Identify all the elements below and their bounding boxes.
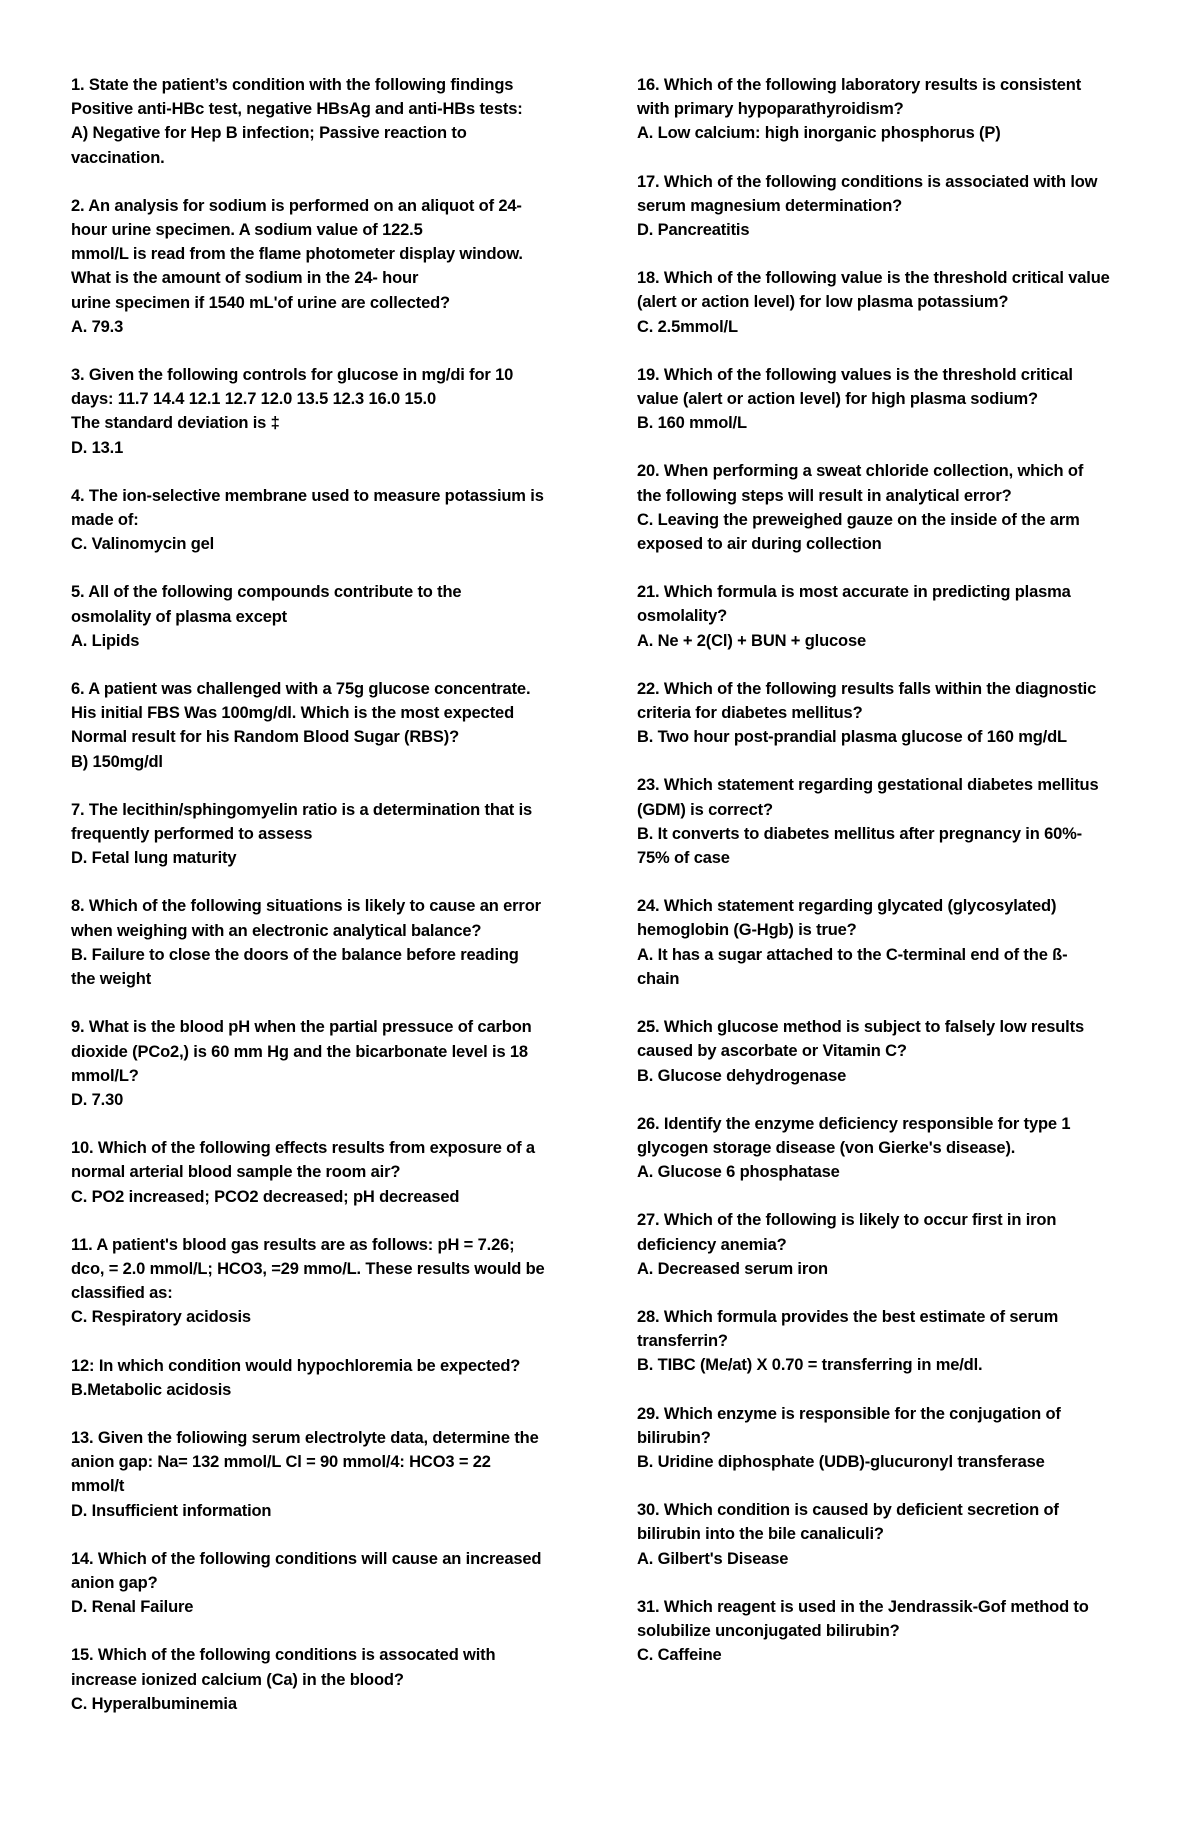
question-line: transferrin?	[637, 1332, 728, 1351]
question-line: 18. Which of the following value is the threshold critical value	[637, 269, 1110, 288]
question-line: 17. Which of the following conditions is associated with low	[637, 172, 1098, 191]
question-block	[637, 1305, 1127, 1378]
question-block	[71, 363, 561, 460]
question-block	[637, 266, 1127, 339]
question-block	[71, 1233, 561, 1330]
answer-line: B. TIBC (Me/at) X 0.70 = transferring in me/dl.	[637, 1356, 983, 1375]
question-block	[71, 894, 561, 991]
question-line: 14. Which of the following conditions will cause an increased	[71, 1549, 542, 1568]
question-block	[71, 73, 561, 170]
question-line: A) Negative for Hep B infection; Passive reaction to	[71, 124, 467, 143]
answer-line: D. Pancreatitis	[637, 221, 750, 240]
question-line: osmolality?	[637, 607, 728, 626]
question-line: 9. What is the blood pH when the partial pressuce of carbon	[71, 1018, 532, 1037]
question-line: 8. Which of the following situations is likely to cause an error	[71, 897, 541, 916]
question-line: 28. Which formula provides the best estimate of serum	[637, 1307, 1059, 1326]
question-block	[637, 1498, 1127, 1571]
question-block	[637, 73, 1127, 146]
answer-line: B. Glucose dehydrogenase	[637, 1066, 847, 1085]
question-block	[71, 798, 561, 871]
answer-line: 75% of case	[637, 849, 730, 868]
question-line: when weighing with an electronic analytical balance?	[71, 921, 482, 940]
question-line: mmol/L?	[71, 1066, 139, 1085]
answer-line: C. PO2 increased; PCO2 decreased; pH decreased	[71, 1187, 460, 1206]
question-line: mmol/L is read from the flame photometer display window.	[71, 245, 523, 264]
question-block	[637, 170, 1127, 243]
question-block	[637, 894, 1127, 991]
question-line: C. Leaving the preweighed gauze on the inside of the arm	[637, 510, 1080, 529]
answer-line: A. Gilbert's Disease	[637, 1549, 789, 1568]
answer-line: the weight	[71, 970, 152, 989]
answer-line: B. 160 mmol/L	[637, 414, 747, 433]
answer-line: C. 2.5mmol/L	[637, 317, 738, 336]
question-line: with primary hypoparathyroidism?	[637, 100, 904, 119]
question-block	[71, 580, 561, 653]
question-block	[71, 484, 561, 557]
answer-line: chain	[637, 969, 680, 988]
question-block	[637, 773, 1127, 870]
question-block	[637, 1015, 1127, 1088]
question-line: caused by ascorbate or Vitamin C?	[637, 1042, 907, 1061]
answer-line: A. Ne + 2(Cl) + BUN + glucose	[637, 631, 867, 650]
question-line: 24. Which statement regarding glycated (glycosylated)	[637, 897, 1057, 916]
question-block	[71, 194, 561, 339]
question-block	[71, 1354, 561, 1402]
question-line: increase ionized calcium (Ca) in the blood?	[71, 1670, 404, 1689]
question-line: B. It converts to diabetes mellitus after pregnancy in 60%-	[637, 824, 1083, 843]
question-line: 4. The ion-selective membrane used to measure potassium is	[71, 486, 544, 505]
answer-line: D. Renal Failure	[71, 1598, 194, 1617]
question-line: bilirubin?	[637, 1428, 711, 1447]
answer-line: A. Decreased serum iron	[637, 1259, 828, 1278]
question-block	[637, 363, 1127, 436]
question-line: What is the amount of sodium in the 24- hour	[71, 269, 419, 288]
question-line: 13. Given the foliowing serum electrolyte data, determine the	[71, 1428, 539, 1447]
question-line: 3. Given the following controls for glucose in mg/di for 10	[71, 366, 514, 385]
question-line: 21. Which formula is most accurate in predicting plasma	[637, 583, 1071, 602]
answer-line: C. Caffeine	[637, 1646, 722, 1665]
question-line: classified as:	[71, 1284, 173, 1303]
question-block	[637, 1402, 1127, 1475]
answer-line: D. Fetal lung maturity	[71, 849, 237, 868]
question-line: dco, = 2.0 mmol/L; HCO3, =29 mmo/L. These results would be	[71, 1259, 545, 1278]
answer-line: A. 79.3	[71, 317, 124, 336]
question-line: 1. State the patient’s condition with the following findings	[71, 76, 514, 94]
answer-line: C. Valinomycin gel	[71, 535, 215, 554]
question-block	[637, 459, 1127, 556]
question-block	[637, 677, 1127, 750]
answer-line: A. Glucose 6 phosphatase	[637, 1163, 840, 1182]
question-line: 23. Which statement regarding gestational diabetes mellitus	[637, 776, 1099, 795]
question-line: solubilize unconjugated bilirubin?	[637, 1621, 900, 1640]
question-line: 6. A patient was challenged with a 75g glucose concentrate.	[71, 680, 531, 699]
question-line: frequently performed to assess	[71, 825, 313, 844]
question-line: hour urine specimen. A sodium value of 122.5	[71, 221, 423, 240]
question-line: anion gap?	[71, 1573, 158, 1592]
question-block	[71, 1643, 561, 1716]
question-line: made of:	[71, 511, 139, 530]
question-line: 10. Which of the following effects results from exposure of a	[71, 1139, 535, 1158]
question-line: 19. Which of the following values is the threshold critical	[637, 365, 1073, 384]
right-question-column	[637, 73, 1127, 1691]
answer-line: C. Hyperalbuminemia	[71, 1694, 237, 1713]
question-block	[637, 1112, 1127, 1185]
question-line: B. Failure to close the doors of the balance before reading	[71, 945, 519, 964]
question-line: 29. Which enzyme is responsible for the conjugation of	[637, 1404, 1061, 1423]
question-line: value (alert or action level) for high plasma sodium?	[637, 390, 1038, 409]
question-line: serum magnesium determination?	[637, 196, 903, 215]
answer-line: B.Metabolic acidosis	[71, 1380, 232, 1399]
answer-line: C. Respiratory acidosis	[71, 1308, 251, 1327]
question-line: 27. Which of the following is likely to occur first in iron	[637, 1211, 1057, 1230]
question-line: Positive anti-HBc test, negative HBsAg and anti-HBs tests:	[71, 100, 523, 119]
answer-line: D. 13.1	[71, 438, 124, 457]
answer-line: D. 7.30	[71, 1090, 124, 1109]
question-line: Normal result for his Random Blood Sugar (RBS)?	[71, 728, 460, 747]
question-block	[71, 1547, 561, 1620]
question-line: 15. Which of the following conditions is assocated with	[71, 1646, 496, 1665]
question-line: the following steps will result in analytical error?	[637, 486, 1012, 505]
question-line: 12: In which condition would hypochloremia be expected?	[71, 1356, 521, 1375]
question-line: glycogen storage disease (von Gierke's disease).	[637, 1138, 1016, 1157]
question-line: hemoglobin (G-Hgb) is true?	[637, 921, 857, 940]
question-block	[71, 1426, 561, 1523]
question-line: 5. All of the following compounds contribute to the	[71, 583, 462, 602]
answer-line: B. Two hour post-prandial plasma glucose of 160 mg/dL	[637, 728, 1067, 747]
question-line: dioxide (PCo2,) is 60 mm Hg and the bicarbonate level is 18	[71, 1042, 528, 1061]
question-line: His initial FBS Was 100mg/dl. Which is the most expected	[71, 704, 515, 723]
question-line: 20. When performing a sweat chloride collection, which of	[637, 462, 1084, 481]
question-line: mmol/t	[71, 1477, 125, 1496]
question-line: 22. Which of the following results falls within the diagnostic	[637, 679, 1097, 698]
answer-line: exposed to air during collection	[637, 535, 882, 554]
question-line: days: 11.7 14.4 12.1 12.7 12.0 13.5 12.3 16.0 15.0	[71, 390, 436, 409]
question-line: 11. A patient's blood gas results are as follows: pH = 7.26;	[71, 1235, 515, 1254]
question-line: 26. Identify the enzyme deficiency responsible for type 1	[637, 1114, 1071, 1133]
question-line: 31. Which reagent is used in the Jendrassik-Gof method to	[637, 1597, 1089, 1616]
question-block	[71, 1015, 561, 1112]
question-line: anion gap: Na= 132 mmol/L Cl = 90 mmol/4: HCO3 = 22	[71, 1453, 491, 1472]
question-line: 7. The lecithin/sphingomyelin ratio is a determination that is	[71, 800, 533, 819]
question-block	[71, 1136, 561, 1209]
question-line: criteria for diabetes mellitus?	[637, 704, 863, 723]
question-line: The standard deviation is ‡	[71, 414, 280, 433]
question-line: deficiency anemia?	[637, 1235, 787, 1254]
answer-line: A. Low calcium: high inorganic phosphorus (P)	[637, 124, 1001, 143]
answer-line: D. Insufficient information	[71, 1501, 272, 1520]
question-line: normal arterial blood sample the room air?	[71, 1163, 401, 1182]
question-block	[637, 580, 1127, 653]
question-line: (alert or action level) for low plasma potassium?	[637, 293, 1009, 312]
question-line: 25. Which glucose method is subject to falsely low results	[637, 1018, 1084, 1037]
question-line: bilirubin into the bile canaliculi?	[637, 1525, 884, 1544]
question-line: 30. Which condition is caused by deficient secretion of	[637, 1501, 1059, 1520]
answer-line: vaccination.	[71, 148, 165, 167]
question-line: 2. An analysis for sodium is performed on an aliquot of 24-	[71, 196, 522, 215]
answer-line: B) 150mg/dl	[71, 752, 163, 771]
question-block	[71, 677, 561, 774]
question-line: urine specimen if 1540 mL'of urine are collected?	[71, 293, 450, 312]
answer-line: A. Lipids	[71, 631, 140, 650]
question-block	[637, 1595, 1127, 1668]
question-line: osmolality of plasma except	[71, 607, 288, 626]
question-line: 16. Which of the following laboratory results is consistent	[637, 76, 1082, 94]
question-block	[637, 1208, 1127, 1281]
question-line: A. It has a sugar attached to the C-terminal end of the ß-	[637, 945, 1068, 964]
answer-line: B. Uridine diphosphate (UDB)-glucuronyl transferase	[637, 1452, 1045, 1471]
left-question-column	[71, 73, 561, 1740]
question-line: (GDM) is correct?	[637, 800, 773, 819]
